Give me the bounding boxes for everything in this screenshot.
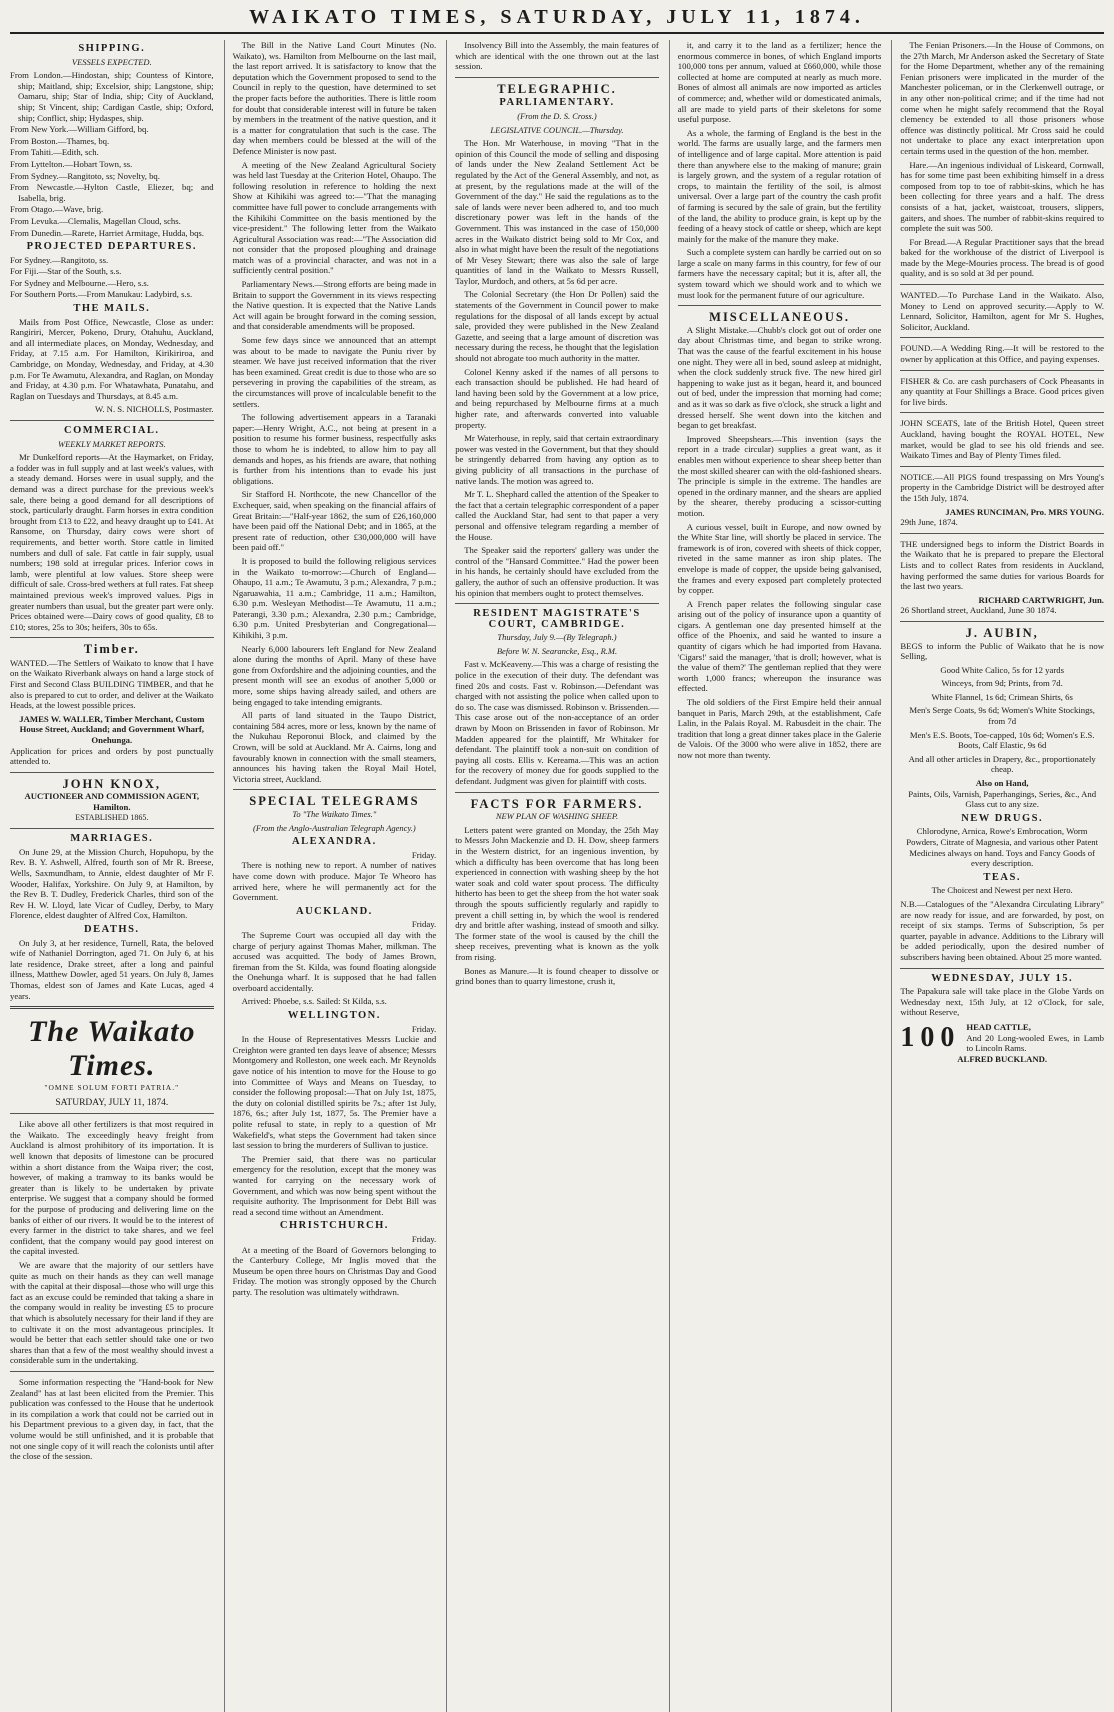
news-paragraph: Nearly 6,000 labourers left England for New Zealand alone during the months of April. Many of these have gone from Oxfordshire and the adjoining counties, and the present month will see an exodus of another 5,000 or more, some ships having already sailed, and others are being engaged to take intending emigrants.: [232, 643, 437, 707]
sale-text: The Papakura sale will take place in the Globe Yards on Wednesday next, 15th July, at 12 o'Clock, for sale, without Reserve,: [900, 986, 1104, 1018]
news-paragraph: The Bill in the Native Land Court Minutes (No. Waikato), ws. Hamilton from Melbourne on the last mail, the last report arrived. It is satisfactory to know that the deputation which the Government proposed to send to the Council in reply to the question, have determined to set the proper facts before the authorities. There is little room for doubt that considerable interest will in future be taken by members in the treatment of the native question, and it is a matter for congratulation that such is the case. The day when members could be blessed at the will of the Defence Minister is now past.: [232, 40, 437, 156]
column-4: [669, 40, 882, 1712]
timber-heading: Timber.: [83, 642, 140, 657]
cattle-number: 100: [900, 1021, 961, 1053]
commercial-heading: COMMERCIAL.: [64, 425, 160, 436]
news-paragraph: Fast v. McKeaveny.—This was a charge of resisting the police in the execution of their duty. The defendant was fined 20s and costs. Fast v. Robinson.—Defendant was charged with not assisting the police when called upon to do so. The case was dismissed. Robinson v. Brissenden.—This case arose out of the non-acceptance of an order drawn by Moon on Brissenden in favor of Robinson. Mr Madden appeared for the plaintiff, Mr Whitaker for defendant. The plaintiff took a non-suit on condition of paying all costs. Ellis v. Kereama.—This was an action for the recovery of money due for goods supplied to the defendant. Judgment was given for plaintiff with costs.: [455, 659, 659, 786]
mails-heading: THE MAILS.: [73, 303, 151, 315]
knox-title: AUCTIONEER AND COMMISSION AGENT,: [24, 791, 200, 802]
departure-item: For Sydney and Melbourne.—Hero, s.s.: [10, 277, 149, 288]
notice-signature: JAMES RUNCIMAN, Pro. MRS YOUNG.: [945, 506, 1104, 517]
arrived-text: Arrived: Phoebe, s.s. Sailed: St Kilda, s.s.: [241, 996, 387, 1007]
timber-note: Application for prices and orders by post punctually attended to.: [10, 745, 214, 767]
cattle-row: [900, 1022, 1104, 1054]
found-text: FOUND.—A Wedding Ring.—It will be restored to the owner by application at this Office, and paying expenses.: [900, 343, 1104, 365]
departure-item: For Sydney.—Rangitoto, ss.: [10, 254, 109, 265]
column-5: [891, 40, 1104, 1712]
vessel-item: From Dunedin.—Rarete, Harriet Armitage, Hudda, bqs.: [10, 227, 204, 238]
also-items: Paints, Oils, Varnish, Paperhangings, Series, &c., And Glass cut to any size.: [908, 788, 1097, 810]
news-paragraph: Mr T. L. Shephard called the attention of the Speaker to the fact that a certain telegraphic correspondent of a paper called the Auckland Star, had sent to that paper a very personal and offensive telegram regarding a member of the House.: [455, 489, 659, 542]
legislative-heading: LEGISLATIVE COUNCIL.—Thursday.: [490, 124, 624, 135]
news-paragraph: A curious vessel, built in Europe, and now owned by the White Star line, will shortly be placed in service. The framework is of iron, covered with sheets of thick copper, riveted in the same manner as iron ship plates. The envelope is made of copper, the upside being galvanised, the frames and every exposed part completely protected by copper.: [677, 521, 882, 596]
aubin-ad: [900, 625, 1104, 963]
cartwright-address: 26 Shortland street, Auckland, June 30 1874.: [900, 605, 1057, 616]
news-paragraph: Such a complete system can hardly be carried out on so large a scale on many farms in this country, for few of our farmers have the necessary capital; but it is, after all, the system toward which we should work and to which we must look for the permanent future of our agriculture.: [677, 247, 882, 300]
teas-heading: TEAS.: [983, 871, 1021, 883]
sale-heading: WEDNESDAY, JULY 15.: [931, 972, 1074, 984]
telegrams-agency: (From the Anglo-Australian Telegraph Agency.): [253, 822, 416, 833]
cattle-sub: And 20 Long-wooled Ewes, in Lamb to Lincoln Rams.: [966, 1032, 1104, 1054]
vessel-item: From Otago.—Wave, brig.: [10, 204, 104, 215]
timber-signature: JAMES W. WALLER, Timber Merchant, Custom House Street, Auckland; and Government Wharf, Onehunga.: [19, 713, 205, 746]
fisher-ad: [900, 376, 1104, 408]
auckland-day: Friday.: [411, 919, 437, 930]
cattle-label: HEAD CATTLE,: [966, 1021, 1031, 1032]
market-text: Mr Dunkelford reports—At the Haymarket, on Friday, a fodder was in full supply and at last week's values, with a steady demand. Horses were in usual supply, and the demand was a direct purchase for the previous week's sale, there being a good demand for all descriptions of stock, particularly draught. Farm horses in extra condition brought from £13 to £22, and heavy draught up to £41. At Ransome, on Thursday, dairy cows were short of requirements, and better worth. Store cattle in limited numbers and dull of sale. Fat cattle in fair supply, usual numbers; 198 sold at irregular prices. Inferior cows in lamb, were plentiful at low values. Store sheep were difficult of sale. Cross-bred wethers at full rates. Fat sheep maintained previous week's improved values. Pigs in greater numbers than usual, but the greater part were only. Prices obtained were—Dairy cows of good quality, £8 to £10; stores, 25s to 30s; heifers, 30s to 65s.: [10, 452, 214, 632]
marriages-text: On June 29, at the Mission Church, Hopuhopu, by the Rev. B. Y. Ashwell, Alfred, fourth son of Mr R. Breese, Wells, Saxmundham, to Annie, eldest daughter of Mr F. Wooder, Halifax, Yorkshire. On July 9, at Hamilton, by the Rev B. T. Dudley, Frederick Charles, third son of the Rev H. W. Lloyd, late Vicar of Cudley, Derby, to Mary Florence, eldest daughter of Alfred Cox, Hamilton.: [10, 846, 214, 921]
news-paragraph: Insolvency Bill into the Assembly, the main features of which are identical with the one thrown out at the last session.: [455, 40, 659, 72]
knox-place: Hamilton.: [93, 802, 131, 812]
aubin-item: White Flannel, 1s 6d; Crimean Shirts, 6s: [931, 691, 1073, 702]
vessels-heading: VESSELS EXPECTED.: [71, 56, 152, 67]
news-paragraph: it, and carry it to the land as a fertilizer; hence the enormous commerce in bones, of which England imports 100,000 tons per annum, valued at £660,000, while those collected at home are computed at nearly as much more. Bones of almost all animals are now imported as articles of commerce; and, whether wild or domesticated animals, all are made to yield parts of their skeletons for some useful purpose.: [677, 40, 882, 125]
paper-title: The Waikato Times.: [28, 1015, 196, 1083]
also-hand: Also on Hand,: [975, 778, 1029, 789]
vessel-item: From New York.—William Gifford, bq.: [10, 124, 149, 135]
christchurch-heading: CHRISTCHURCH.: [279, 1220, 389, 1232]
market-heading: WEEKLY MARKET REPORTS.: [58, 438, 166, 449]
vessel-item: From Lyttelton.—Hobart Town, ss.: [10, 158, 133, 169]
news-paragraph: The old soldiers of the First Empire held their annual banquet in Paris, March 29th, at the establishment, Cafe Lalin, in the Palais Royal. M. Rabusdeit in the chair. The tradition that long a great dinner takes place in the Galerie de Valois. Of the 3000 who were alive in 1852, there are now not more than twenty.: [677, 697, 882, 760]
paper-motto: "OMNE SOLUM FORTI PATRIA.": [44, 1083, 180, 1093]
news-paragraph: Hare.—An ingenious individual of Liskeard, Cornwall, has for some time past been exhibiting himself in a dress composed from top to toe of rabbit-skins, which he has been collecting for three years and a half. The dress consists of a hat, jacket, waistcoat, trousers, slippers, gaiters, and shoes. The number of rabbit-skins required to complete the suit was 500.: [900, 159, 1104, 234]
telegrams-subheading: To "The Waikato Times.": [292, 808, 377, 819]
marriages-heading: MARRIAGES.: [70, 833, 154, 845]
cartwright-text: THE undersigned begs to inform the District Boards in the Waikato that he is prepared to prepare the Electoral Lists and to collect Rates from residents in Auckland, having performed the same duties for various Boards for the last two years.: [900, 538, 1104, 592]
aubin-item: Good White Calico, 5s for 12 yards: [940, 664, 1064, 675]
news-paragraph: The Colonial Secretary (the Hon Dr Pollen) said the statements of the Government in Council power to make regulations for the disposal of all lands except by actual sale, provided they were published in the New Zealand Gazette, and seeing that a large amount of discretion was necessary during the recess, he thought that the legislation should not abrogate too much authority in the matter.: [455, 289, 659, 364]
resident-court-sub: Thursday, July 9.—(By Telegraph.): [497, 632, 617, 643]
news-paragraph: Parliamentary News.—Strong efforts are being made in Britain to support the Government in its views respecting the Native question. It is expected that the Native Lands Act will again be brought forward in the coming session, and that considerable amendments will be proposed.: [232, 279, 437, 332]
miscellaneous-heading: MISCELLANEOUS.: [709, 310, 851, 325]
paper-date: SATURDAY, JULY 11, 1874.: [55, 1097, 169, 1108]
departure-item: For Southern Ports.—From Manukau: Ladybird, s.s.: [10, 289, 193, 300]
departure-item: For Fiji.—Star of the South, s.s.: [10, 266, 122, 277]
aubin-item: Men's Serge Coats, 9s 6d; Women's White Stockings, from 7d: [909, 705, 1095, 727]
departures-heading: PROJECTED DEPARTURES.: [26, 241, 197, 253]
aubin-item: And all other articles in Drapery, &c., proportionately cheap.: [908, 753, 1096, 775]
shipping-heading: SHIPPING.: [78, 43, 146, 54]
wellington-day: Friday.: [411, 1023, 437, 1034]
vessel-item: From Newcastle.—Hylton Castle, Eliezer, bq; and Isabella, brig.: [10, 182, 214, 203]
aubin-intro: BEGS to inform the Public of Waikato that he is now Selling,: [900, 640, 1104, 662]
deaths-text: On July 3, at her residence, Turnell, Rata, the beloved wife of Nathaniel Dorrington, aged 71. On July 6, at his late residence, Drake street, after a long and painful illness, Matthew Dowler, aged 51 years. On July 8, James Thomas, eldest son of James and Kate Lucas, aged 4 years.: [10, 937, 214, 1001]
leader-paragraph: Some information respecting the "Hand-book for New Zealand" has at last been elicited from the Premier. This publication was confessed to the House that he undertook in its compilation a work that could not be carried out in his Department previous to a given day, in fact, that the volume would be still unfinished, and it is probable that not one single copy of it will reach the colonists until after the close of the session.: [10, 1376, 214, 1462]
news-paragraph: All parts of land situated in the Taupo District, containing 584 acres, more or less, known by the name of the Nukuhau Reporonui Block, and claimed by the Crown, will be sold at Auckland. Mr A. Cairns, long and favourably known in connection with the small steamers, announces his having taken the Royal Mail Hotel, Victoria street, Auckland.: [232, 710, 437, 784]
news-paragraph: Improved Sheepshears.—This invention (says the report in a trade circular) supplies a great want, as it enables men without experience to shear sheep better than the most skilled shearer can with the old-fashioned shears. The principle is simple in the extreme. The handles are opened in the ordinary manner, and the shears are applied by the shearer, thereby producing a scissor-cutting motion.: [677, 433, 882, 518]
news-paragraph: A Slight Mistake.—Chubb's clock got out of order one day about Christmas time, and began to strike wrong. That was the cause of the fearful excitement in his house one night. They were all in bed, sound asleep at midnight, when the clock suddenly struck five. The new hired girl happening to wake just as it began, heard it, and bounced out of bed, under the impression that morning had come; and as it was so dark as five o'clock, she struck a light and dressed herself. She went down into the kitchen and began to get breakfast.: [677, 324, 882, 431]
masthead-title: WAIKATO TIMES, SATURDAY, JULY 11, 1874.: [10, 6, 1104, 34]
news-paragraph: The Hon. Mr Waterhouse, in moving "That in the opinion of this Council the mode of selling and disposing of lands under the New Zealand Settlement Act be regulated by the Act of the General Assembly, and not, as at present, by the regulations made at the will of the Government of the day." He said the regulations as to the sale of lands were never been adhered to, and too much discretionary power was left in the hands of the Government. This was instanced in the case of 150,000 acres in the Waikato district being sold to Mr Cox, and also in what might have been the result of the negotiations of Mr Vesey Stewart; there was also the sale of large quantities of land in the Waikato to Messrs Russell, Taylor, Murdoch, and others, at 5s 6d per acre.: [455, 138, 659, 286]
wellington-text: The Premier said, that there was no particular emergency for the resolution, except that the money was wanted for carrying on the necessary work of Government, and which was now being spent without the requisite authority. The Imprisonment for Debt Bill was read a second time without an Amendment.: [232, 1153, 437, 1217]
vessel-item: From Levuka.—Clemalis, Magellan Cloud, schs.: [10, 215, 181, 226]
leader-paragraph: Like above all other fertilizers is that most required in the Waikato. The exceedingly heavy freight from Auckland is almost prohibitory of its importation. It is well known that deposits of limestone can be procured within a short distance from the Waipa river; the cost, however, of making a tramway to its banks would be greater than is likely to be undertaken by private enterprise. We suggest that a company should be formed for the purpose of producing and delivering lime on the banks of either of our rivers. It would be to the interest of every farmer in the district to take shares, and we feel confident, that the company would pay good interest on the capital invested.: [10, 1119, 214, 1257]
column-3: [446, 40, 659, 1712]
telegraphic-heading: TELEGRAPHIC.: [497, 81, 617, 96]
news-paragraph: A meeting of the New Zealand Agricultural Society was held last Tuesday at the Criterion Hotel, Ohaupo. The following resolution in reference to holding the next Show at Kihikihi was agreed to:—"That the managing committee have full power to conclude arrangements with the Kihikihi Committee on the basis mentioned by the vice-president." The following letter from the Waikato Agricultural Association was read:—"The Association did not consider that the proposed ploughing and drainage match was of a provincial character, and was not in a sufficiently central position.": [232, 159, 437, 276]
facts-heading: FACTS FOR FARMERS.: [470, 796, 644, 811]
alexandra-day: Friday.: [411, 849, 437, 860]
departures-list: [10, 255, 214, 300]
wellington-text: In the House of Representatives Messrs Luckie and Creighton were granted ten days leave of absence; Messrs Montgomery and Rolleston, one week each. Mr Reynolds gave notice of his intention to move for the House to go into Committee of Ways and Means on Tuesday, to consider the following proposal:—That on July 1st, 1875, the duty on colonial distilled spirits be 7s.; after 1st July, 1876, 6s.; after July 1st, 1877, 5s. The Premier have a polite refusal to state, in reply to a question of Mr Wakefield's, what steps the Government had taken since last session to bring the murderers of Sullivan to justice.: [232, 1034, 437, 1151]
news-paragraph: It is proposed to build the following religious services in the Waikato to-morrow:—Church of England—Ohaupo, 11 a.m.; Te Awamutu, 3 p.m.; Alexandra, 7 p.m.; Ngaruawahia, 11 a.m.; Cambridge, 11 a.m.; Hamilton, 6.30 p.m. Wesleyan Methodist—Te Awamutu, 11 a.m.; Paterangi, 3.30 p.m.; Alexandra, 2.30 p.m.; Cambridge, 6.30 p.m. United Presbyterian and Congregational—Kihikihi, 3 p.m.: [232, 555, 437, 641]
knox-established: ESTABLISHED 1865.: [75, 812, 149, 822]
news-paragraph: The Fenian Prisoners.—In the House of Commons, on the 27th March, Mr Anderson asked the Secretary of State for the Home Department, whether any of the remaining Fenian prisoners were implicated in the murder of the Manchester policeman, or in the Clerkenwell outrage, or in any other non-political crime; and if the time had not come when he might safely recommend that the Royal clemency be extended to all those prisoners whose offence was distinctly political. Mr Cross said he could not undertake to place any exact interpretation upon certain terms used in the question of the hon. member.: [900, 40, 1104, 156]
columns: [10, 40, 1104, 1712]
vessel-item: From Boston.—Thames, bq.: [10, 135, 110, 146]
drugs-text: Chlorodyne, Arnica, Rowe's Embrocation, Worm Powders, Citrate of Magnesia, and various other Patent Medicines always on hand. Toys and Fancy Goods of every description.: [906, 826, 1099, 869]
resident-court-heading: RESIDENT MAGISTRATE'S COURT, CAMBRIDGE.: [473, 608, 641, 630]
news-paragraph: Colonel Kenny asked if the names of all persons to each transaction should be published. He had heard of land having been sold by the Government at a low price, and being repurchased by Melbourne firms at a much higher rate, and afterwards converted into valuable property.: [455, 366, 659, 430]
knox-name: JOHN KNOX,: [62, 776, 162, 791]
wellington-heading: WELLINGTON.: [287, 1010, 381, 1022]
vessel-item: From London.—Hindostan, ship; Countess of Kintore, ship; Maitland, ship; Excelsior, ship; Langstone, ship; Oamaru, ship; Star of India, ship; City of Auckland, ship; St Vincent, ship; Cardigan Castle, ship; Oxford, ship; Conflict, ship; Hydaspes, ship.: [10, 70, 214, 123]
wanted-ad: [900, 290, 1104, 332]
parliamentary-heading: PARLIAMENTARY.: [499, 97, 615, 109]
knox-ad: [10, 776, 214, 823]
notice-ad: [900, 472, 1104, 528]
fisher-text: FISHER & Co. are cash purchasers of Cock Pheasants in any quantity at Four Shillings a Brace. Good prices given for live birds.: [900, 375, 1104, 407]
news-paragraph: The following advertisement appears in a Taranaki paper:—Henry Wright, A.C., not being at present in a position to resume his former business, respectfully asks those to whom he is indebted, to allow him to pay all demands and hopes, as his friends are aware, that nothing is further from his intentions than to evade his just obligations.: [232, 412, 437, 486]
cattle-sale-ad: [900, 974, 1104, 1065]
timber-text: WANTED.—The Settlers of Waikato to know that I have on the Waikato Riverbank always on hand a large stock of First and Second Class BUILDING TIMBER, and that he also is prepared to cut to order, and deliver at the Waikato Heads, at the lowest possible prices.: [10, 657, 214, 711]
news-paragraph: Letters patent were granted on Monday, the 25th May to Messrs John Mackenzie and D. H. Dow, sheep farmers in the Western district, for an ingenious invention, by which a difficulty has been overcome that has long been experienced in connection with washing sheep by the hot water soak and cold water spout process. The difficulty hitherto has been to get the sheep from the hot water soak through the spouts sufficiently regularly and rapidly to prevent a chill setting in, by which the wool is rendered dry and brittle after washing, instead of smooth and silky. The former state of the wool is caused by the chill the sheep receives, preventing what is known as the yolk from rising.: [455, 824, 659, 962]
news-paragraph: Bones as Manure.—It is found cheaper to dissolve or grind bones than to quarry limestone, crush it,: [455, 965, 659, 987]
vessel-item: From Tahiti.—Edith, sch.: [10, 147, 99, 158]
news-paragraph: Sir Stafford H. Northcote, the new Chancellor of the Exchequer, said, when speaking on the financial affairs of Great Britain:—"Half-year 1862, the sum of £26,160,000 have been paid off the National Debt; and in 1865, at the present rate of reduction, other £30,000,000 will have been paid off.": [232, 489, 437, 553]
column-1: [10, 40, 214, 1712]
christchurch-day: Friday.: [411, 1233, 437, 1244]
alexandra-text: There is nothing new to report. A number of natives have come down with produce. Major Te Wheoro has arrived here, where he will permanently act for the Government.: [232, 860, 437, 903]
mails-text: Mails from Post Office, Newcastle, Close as under: Rangiriri, Mercer, Pokeno, Drury, Otahuhu, Auckland, and all intermediate places, on Monday, Wednesday, and Friday, at 7.15 a.m. For Hamilton, Kirikiriroa, and Cambridge, on Monday, Wednesday, and Friday, at 4.30 p.m. For Te Awamutu, Alexandra, and Raglan, on Monday and Friday, at 4.30 p.m. For Whatawhata, Punatahu, and Raglan on Tuesdays and Thursdays, at 8.45 a.m.: [10, 316, 214, 401]
news-paragraph: Mr Waterhouse, in reply, said that certain extraordinary power was vested in the Government, but that they should be stringently debarred from having any option as to giving publicity of all transactions in the purchase of native lands. The motion was agreed to.: [455, 433, 659, 486]
column-2: [224, 40, 437, 1712]
christchurch-text: At a meeting of the Board of Governors belonging to the Canterbury College, Mr Inglis moved that the Museum be open three hours on Christmas Day and Good Friday. The motion was strongly opposed by the Church party. The resolution was ultimately withdrawn.: [232, 1244, 437, 1297]
cartwright-ad: [900, 539, 1104, 616]
source-note: (From the D. S. Cross.): [517, 110, 597, 121]
notice-text: NOTICE.—All PIGS found trespassing on Mrs Young's property in the Cambridge District will be destroyed after the 15th July, 1874.: [900, 471, 1104, 503]
auckland-heading: AUCKLAND.: [295, 905, 373, 917]
found-ad: [900, 343, 1104, 364]
vessel-item: From Sydney.—Rangitoto, ss; Novelty, bq.: [10, 170, 160, 181]
drugs-heading: NEW DRUGS.: [961, 812, 1044, 824]
news-paragraph: The Speaker said the reporters' gallery was under the control of the "Hansard Committee." Had the power been in his hands, he certainly should have excluded from the gallery, the author of such an offensive production. It was his opinion that members ought to protect themselves.: [455, 545, 659, 598]
sceats-text: JOHN SCEATS, late of the British Hotel, Queen street Auckland, having bought the ROYAL HOTEL, New market, would be glad to see his old friends and see. Waikato Times and Bay of Plenty Times filed.: [900, 418, 1104, 461]
deaths-heading: DEATHS.: [84, 923, 140, 935]
leader-paragraph: We are aware that the majority of our settlers have quite as much on their hands as they can well manage with the capital at their disposal—those who will urge this fact as an excuse could be reminded that taking a share in the company would in reality be investing £5 to procure that which is absolutely necessary for their land if they are to cultivate it on the most advantageous principles. It would be better that each settler should take one or two shares than that a few of the most wealthy should invest a considerable sum in the undertaking.: [10, 1260, 214, 1366]
news-paragraph: Some few days since we announced that an attempt was about to be made to navigate the Puniu river by steamer. We have just received information that the river has been examined. Great credit is due to those who are so persevering in proving the capabilities of the stream, as the circumstances will prove of incalculable benefit to the settlers.: [232, 335, 437, 409]
auctioneer-name: ALFRED BUCKLAND.: [957, 1053, 1048, 1064]
wanted-text: WANTED.—To Purchase Land in the Waikato. Also, Money to Lend on approved security.—Apply to W. Lennard, Solicitor, Hamilton, agent for Mr S. Hughes, Solicitor, Auckland.: [900, 290, 1104, 332]
alexandra-heading: ALEXANDRA.: [292, 836, 377, 848]
vessels-list: [10, 70, 214, 238]
cartwright-signature: RICHARD CARTWRIGHT, Jun.: [978, 594, 1104, 605]
sceats-ad: [900, 418, 1104, 460]
telegrams-heading: SPECIAL TELEGRAMS: [249, 794, 420, 809]
aubin-item: Men's E.S. Boots, Toe-capped, 10s 6d; Women's E.S. Boots, Calf Elastic, 9s 6d: [909, 729, 1095, 751]
mails-signature: W. N. S. NICHOLLS, Postmaster.: [94, 404, 214, 415]
washing-heading: NEW PLAN OF WASHING SHEEP.: [495, 811, 619, 822]
news-paragraph: For Bread.—A Regular Practitioner says that the bread baked for the workhouse of the district of Liverpool is made by the Mege-Mouries process. The bread is of good quality, and is so sold at 3d per pound.: [900, 236, 1104, 279]
aubin-name: J. AUBIN,: [965, 625, 1039, 640]
timber-ad: [10, 658, 214, 767]
resident-court-before: Before W. N. Searancke, Esq., R.M.: [496, 645, 618, 656]
news-paragraph: As a whole, the farming of England is the best in the world. The farms are usually large, and the farmers men of intelligence and of large capital. More attention is paid there than anywhere else to the making of manure; grain is largely grown, and the system of a regular rotation of crops, to maintain the fertility of the soil, is almost universal. Over a large part of the country the cash profit of farming is secured by the sale of grain, but the fertility of the land, the ability to produce grain, is kept up by the feeding of a heavy stock of cattle or sheep, which are kept mainly for the make of the manure they make.: [677, 127, 882, 244]
auckland-text: The Supreme Court was occupied all day with the charge of perjury against Thomas Maher, milkman. The accused was acquitted. The body of James Brown, fireman from the St. Kilda, was found floating alongside the Onehunga wharf. It is supposed that he had fallen overboard accidentally.: [232, 929, 437, 993]
teas-text: The Choicest and Newest per next Hero.: [931, 885, 1073, 896]
aubin-item: Winceys, from 9d; Prints, from 7d.: [941, 678, 1063, 689]
nb-text: N.B.—Catalogues of the "Alexandra Circulating Library" are now ready for issue, and are forwarded, by post, on receipt of six stamps. Terms of Subscription, 5s per quarter, payable in advance. Additions to the Library will be added periodically, upon the desired number of subscribers having been obtained. About 25 more wanted.: [900, 898, 1104, 962]
notice-date: 29th June, 1874.: [900, 517, 958, 528]
news-paragraph: A French paper relates the following singular case arising out of the policy of insurance upon a quantity of cigars. A gentleman one day presented himself at the office of the Phoenix, and said he wanted to insure a quantity of cigars which he had imported from Havana. 'Cigars!' said the manager, 'that is droll; however, what is the value of them?' The gentleman replied that they were worth 1,000 francs; whereupon the insurance was effected.: [677, 598, 882, 694]
